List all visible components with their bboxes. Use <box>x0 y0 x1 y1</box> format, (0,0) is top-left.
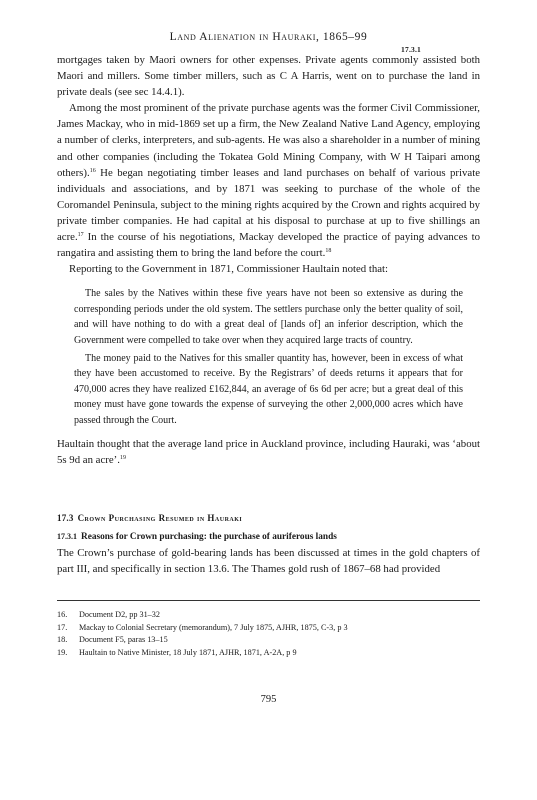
paragraph-mackay-text-c: In the course of his negotiations, Mackay developed the practice of paying advances to rangatira and assisting them to bring the land before the court. <box>57 231 480 260</box>
footnotes <box>57 609 480 659</box>
paragraph-gold-lands: The Crown’s purchase of gold-bearing lands has been discussed at times in the gold chapters of part III, and specifically in section 13.6. The Thames gold rush of 1867–68 had provided <box>57 547 480 576</box>
footnote-ref-17[interactable]: 17 <box>77 232 84 239</box>
footnote-text: Document F5, paras 13–15 <box>79 635 168 645</box>
footnote-ref-19[interactable]: 19 <box>119 455 126 462</box>
footnote-text: Mackay to Colonial Secretary (memorandum), 7 July 1875, AJHR, 1875, C-3, p 3 <box>79 622 348 632</box>
running-head: Land Alienation in Hauraki, 1865–99 <box>169 31 368 43</box>
quote-paragraph-1: The sales by the Natives within these five years have not been so extensive as during the corresponding periods under the old system. The settlers purchase only the better quality of soil, and will have nothing to do with a great deal of [lands of] an inferior description, which the Government were compelled to take over when they acquired large tracts of country. <box>74 288 463 346</box>
section-heading <box>57 510 480 526</box>
footnote-16 <box>57 609 480 622</box>
footnote-17 <box>57 622 480 635</box>
page-number: 795 <box>260 694 277 705</box>
section-heading-number: 17.3 <box>57 513 74 524</box>
paragraph-average-price-text: Haultain thought that the average land price in Auckland province, including Hauraki, was ‘about 5s 9d an acre’. <box>57 437 480 467</box>
paragraph-mackay-text-b: He began negotiating timber leases and land purchases on behalf of various private individuals and associations, and by 1871 was seeking to purchase of the whole of the Coromandel Peninsula, subject to the mining rights acquired by the Crown and rights acquired by private timber companies. He had capital at his disposal to purchase at up to five shillings an acre. <box>57 166 480 244</box>
section-heading-title: Crown Purchasing Resumed in Hauraki <box>77 513 243 524</box>
paragraph-average-price <box>57 436 480 468</box>
subsection-heading-number: 17.3.1 <box>57 532 77 542</box>
paragraph-mortgages: mortgages taken by Maori owners for other expenses. Private agents commonly assisted both Maori and millers. Some timber millers, such as C A Harris, went on to purchase the land in private deals (see sec 14.4.1). <box>57 54 480 99</box>
body-text <box>57 52 480 578</box>
footnote-ref-16[interactable]: 16 <box>89 167 96 174</box>
paragraph-mackay-text-a: Among the most prominent of the private purchase agents was the former Civil Commissioner, James Mackay, who in mid-1869 set up a firm, the New Zealand Native Land Agency, employing a number of clerks, interpreters, and sub-agents. He was also a shareholder in a number of mining and other companies (including the Tokatea Gold Mining Company, with W H Taipari among others). <box>57 102 480 179</box>
block-quote <box>74 286 463 428</box>
paragraph-haultain-report: Reporting to the Government in 1871, Commissioner Haultain noted that: <box>69 263 389 276</box>
footnote-19 <box>57 647 480 660</box>
footnote-number: 19. <box>57 647 68 657</box>
footnote-number: 17. <box>57 622 68 632</box>
footnote-divider <box>57 600 480 601</box>
quote-paragraph-2: The money paid to the Natives for this smaller quantity has, however, been in excess of what they have been accustomed to receive. By the Registrars’ of deeds returns it appears that for 470,000 acres they have realized £162,844, an average of 6s 6d per acre; but a great deal of this money must have gone towards the expense of surveying the other 2,000,000 acres which have passed through the Court. <box>74 352 463 426</box>
footnote-text: Document D2, pp 31–32 <box>79 610 160 619</box>
footnote-text: Haultain to Native Minister, 18 July 1871, AJHR, 1871, A-2A, p 9 <box>79 647 297 657</box>
subsection-heading-title: Reasons for Crown purchasing: the purchase of auriferous lands <box>81 532 337 543</box>
paragraph-mackay <box>57 100 480 261</box>
footnote-ref-18[interactable]: 18 <box>325 248 332 255</box>
footnote-18 <box>57 634 480 647</box>
running-section-number: 17.3.1 <box>401 45 421 54</box>
footnote-number: 18. <box>57 635 68 645</box>
subsection-heading <box>57 529 480 545</box>
footnote-number: 16. <box>57 610 68 619</box>
